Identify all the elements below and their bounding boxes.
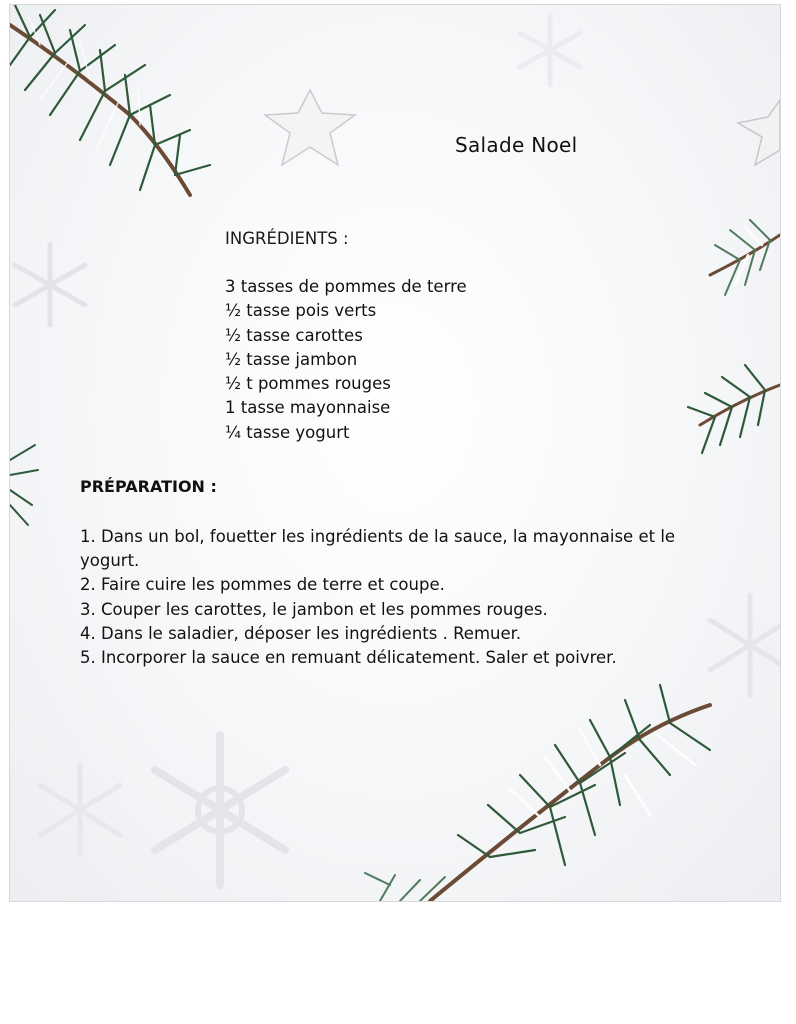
star-decoration-top <box>265 90 355 165</box>
ingredients-heading: INGRÉDIENTS : <box>225 229 349 248</box>
ingredient-item: ½ tasse jambon <box>225 349 358 369</box>
pine-branch-right-lower <box>688 365 780 453</box>
ingredient-item: 1 tasse mayonnaise <box>225 398 391 418</box>
preparation-heading: PRÉPARATION : <box>80 477 217 496</box>
recipe-page <box>9 4 781 902</box>
preparation-step: 5. Incorporer la sauce en remuant délicatement. Saler et poivrer. <box>80 648 617 668</box>
star-decoration-top-right <box>738 100 780 165</box>
pine-branch-left-edge <box>10 445 38 525</box>
snowflake-top-right <box>520 15 580 85</box>
snowflake-right <box>710 595 780 695</box>
pine-branch-top-left <box>10 5 210 195</box>
ingredient-item: ½ t pommes rouges <box>225 374 391 394</box>
ingredient-item: ½ tasse carottes <box>225 325 363 345</box>
preparation-step: 3. Couper les carottes, le jambon et les pommes rouges. <box>80 599 548 619</box>
preparation-step: 1. Dans un bol, fouetter les ingrédients de la sauce, la mayonnaise et le yogurt. <box>80 527 676 571</box>
preparation-step: 4. Dans le saladier, déposer les ingrédients . Remuer. <box>80 623 522 643</box>
pine-branch-right-upper <box>710 220 780 295</box>
preparation-step: 2. Faire cuire les pommes de terre et coupe. <box>80 575 445 595</box>
snowflake-bottom-left-small <box>40 765 120 855</box>
ingredient-item: ¼ tasse yogurt <box>225 422 350 442</box>
recipe-title: Salade Noel <box>455 133 578 157</box>
ingredient-item: ½ tasse pois verts <box>225 301 377 321</box>
ingredient-item: 3 tasses de pommes de terre <box>225 277 467 296</box>
preparation-steps <box>80 525 680 670</box>
pine-branch-bottom-right <box>430 685 710 901</box>
snowflake-bottom-left <box>155 735 285 885</box>
winter-background-decoration <box>10 5 780 901</box>
snowflake-left <box>15 245 85 325</box>
ingredients-list <box>225 275 467 445</box>
